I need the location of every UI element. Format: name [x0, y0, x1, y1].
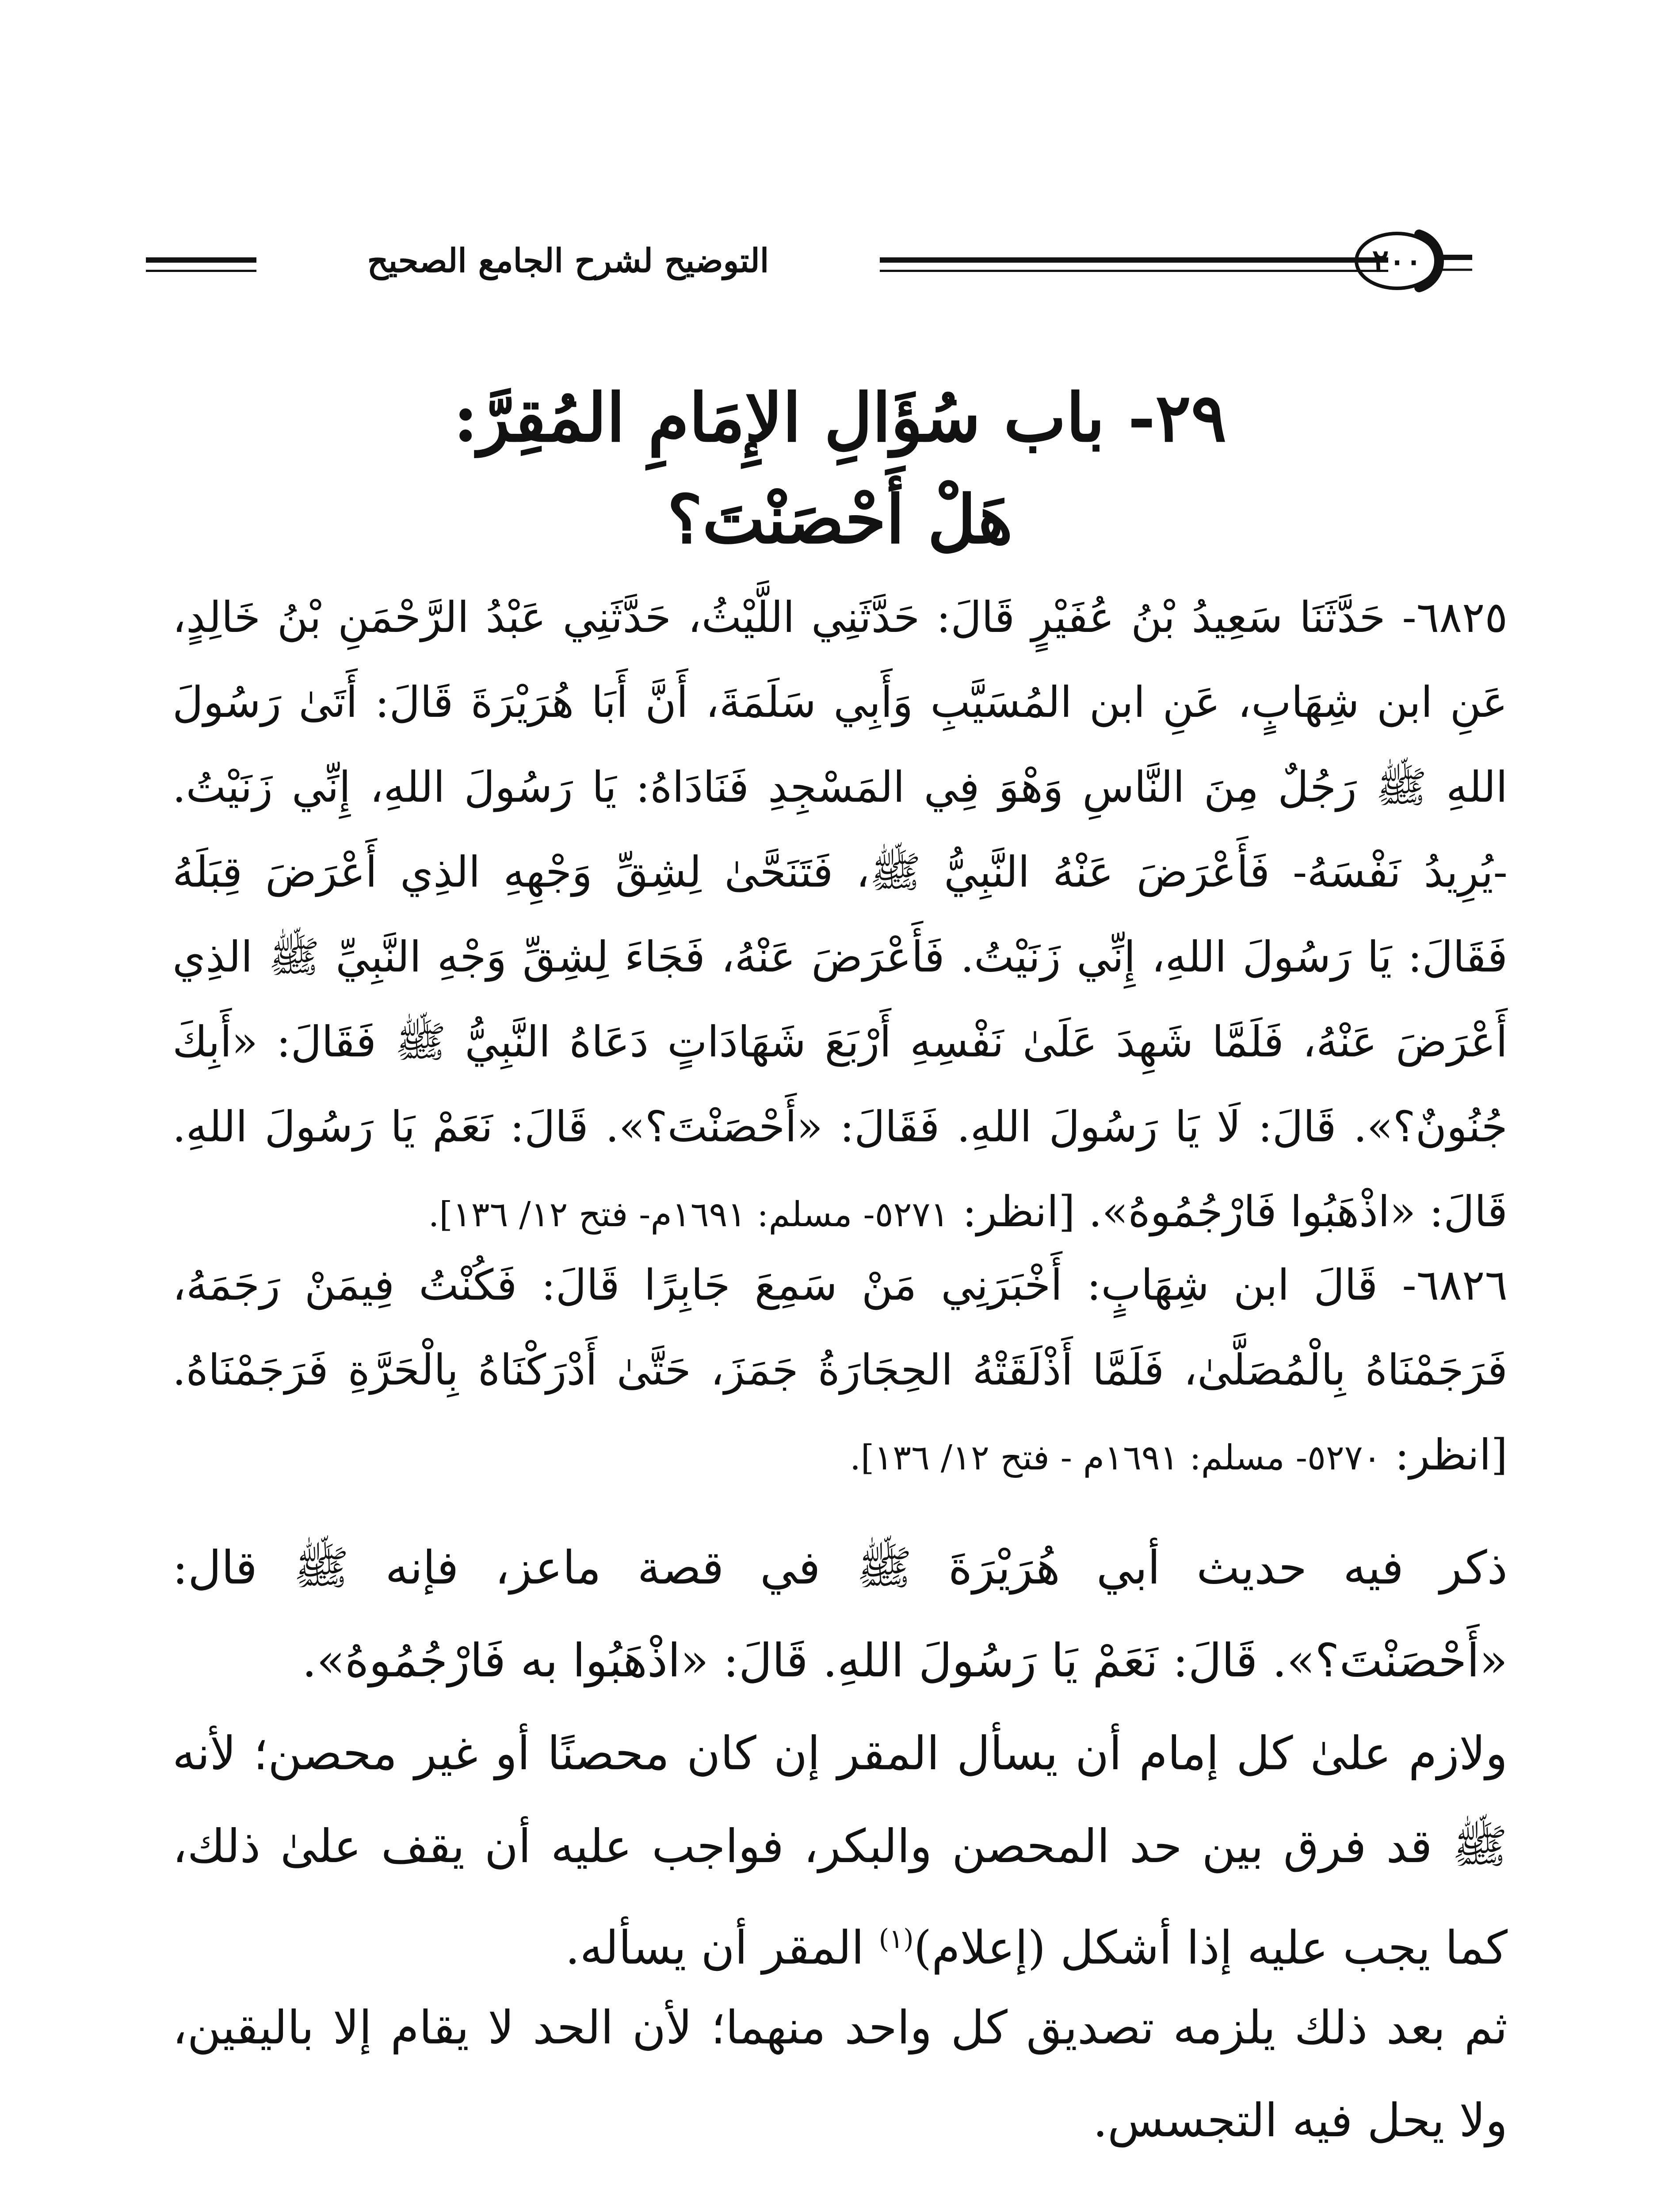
page-number-badge: [1353, 217, 1472, 305]
commentary-text-continued: المقر أن يسأله.: [565, 1920, 879, 1975]
chapter-heading-subtitle: هَلْ أَحْصَنْتَ؟: [667, 481, 1013, 558]
header-rule-left-thin: [146, 270, 256, 272]
commentary-paragraph-1: ذكر فيه حديث أبي هُرَيْرَةَ ﷺ في قصة ماعز، فإنه ﷺ قال: «أَحْصَنْتَ؟». قَالَ: نَعَمْ يَا رَسُولَ اللهِ. قَالَ: «اذْهَبُوا به فَارْجُمُوهُ».: [172, 1541, 1508, 1687]
running-header: [146, 208, 1472, 310]
commentary-paragraph-3: ثم بعد ذلك يلزمه تصديق كل واحد منهما؛ لأن الحد لا يقام إلا باليقين، ولا يحل فيه التجسس.: [172, 2001, 1508, 2147]
hadith-reference: ٥٢٧٠- مسلم: ١٦٩١م - فتح ١٢/ ١٣٦].: [850, 1438, 1382, 1478]
hadith-text: ٦٨٢٥- حَدَّثَنَا سَعِيدُ بْنُ عُفَيْرٍ قَالَ: حَدَّثَنِي اللَّيْثُ، حَدَّثَنِي عَبْدُ الرَّحْمَنِ بْنُ خَالِدٍ، عَنِ ابن شِهَابٍ، عَنِ ابن المُسَيَّبِ وَأَبِي سَلَمَةَ، أَنَّ أَبَا هُرَيْرَةَ قَالَ: أَتَىٰ رَسُولَ اللهِ ﷺ رَجُلٌ مِنَ النَّاسِ وَهْوَ فِي المَسْجِدِ فَنَادَاهُ: يَا رَسُولَ اللهِ، إِنِّي زَنَيْتُ. -يُرِيدُ نَفْسَهُ- فَأَعْرَضَ عَنْهُ النَّبِيُّ ﷺ، فَتَنَحَّىٰ لِشِقِّ وَجْهِهِ الذِي أَعْرَضَ قِبَلَهُ فَقَالَ: يَا رَسُولَ اللهِ، إِنِّي زَنَيْتُ. فَأَعْرَضَ عَنْهُ، فَجَاءَ لِشِقِّ وَجْهِ النَّبِيِّ ﷺ الذِي أَعْرَضَ عَنْهُ، فَلَمَّا شَهِدَ عَلَىٰ نَفْسِهِ أَرْبَعَ شَهَادَاتٍ دَعَاهُ النَّبِيُّ ﷺ فَقَالَ: «أَبِكَ جُنُونٌ؟». قَالَ: لَا يَا رَسُولَ اللهِ. فَقَالَ: «أَحْصَنْتَ؟». قَالَ: نَعَمْ يَا رَسُولَ اللهِ. قَالَ: «اذْهَبُوا فَارْجُمُوهُ». [انظر:: [172, 593, 1508, 1236]
hadith-text: ٦٨٢٦- قَالَ ابن شِهَابٍ: أَخْبَرَنِي مَنْ سَمِعَ جَابِرًا قَالَ: فَكُنْتُ فِيمَنْ رَجَمَهُ، فَرَجَمْنَاهُ بِالْمُصَلَّىٰ، فَلَمَّا أَذْلَقَتْهُ الحِجَارَةُ جَمَزَ، حَتَّىٰ أَدْرَكْنَاهُ بِالْحَرَّةِ فَرَجَمْنَاهُ. [انظر:: [172, 1260, 1508, 1480]
hadith-reference: ٥٢٧١- مسلم: ١٦٩١م- فتح ١٢/ ١٣٦].: [428, 1195, 949, 1235]
header-rule-middle: [880, 257, 1388, 263]
header-rule-left: [146, 257, 256, 263]
page-number: ٢٠٠: [1372, 242, 1422, 279]
commentary-paragraph-2: [172, 1707, 1508, 1994]
chapter-heading: ٢٩- باب سُؤَالِ الإِمَامِ المُقِرَّ:: [453, 379, 1227, 457]
hadith-6825: [172, 575, 1508, 1257]
hadith-6826: [172, 1243, 1508, 1500]
book-title: التوضيح لشرح الجامع الصحيح: [367, 242, 769, 280]
footnote-marker[interactable]: (١): [878, 1924, 914, 1955]
header-rule-middle-thin: [880, 270, 1388, 272]
commentary-text: ولازم علىٰ كل إمام أن يسأل المقر إن كان محصنًا أو غير محصن؛ لأنه ﷺ قد فرق بين حد المحصن والبكر، فواجب عليه أن يقف علىٰ ذلك، كما يجب عليه إذا أشكل (إعلام): [172, 1726, 1508, 1975]
